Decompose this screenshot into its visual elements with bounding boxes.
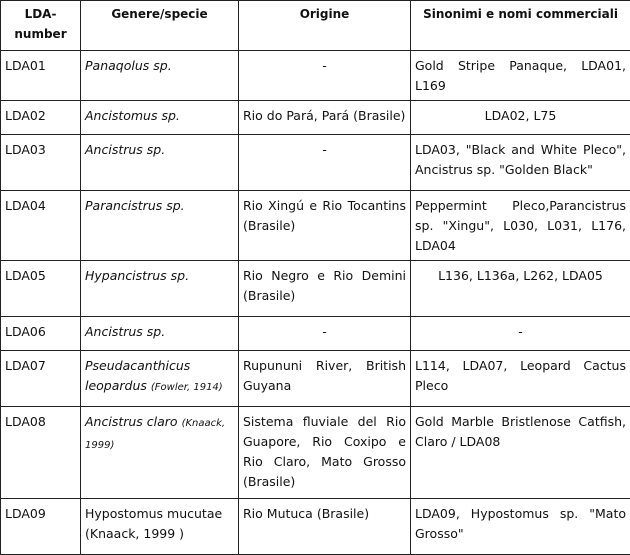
cell-synonyms: Gold Stripe Panaque, LDA01, L169 (411, 51, 630, 101)
species-name: Hypancistrus sp. (85, 268, 189, 283)
table-row (1, 135, 630, 191)
cell-lda: LDA02 (1, 101, 81, 135)
cell-synonyms: L114, LDA07, Leopard Cactus Pleco (411, 351, 630, 407)
cell-synonyms: LDA03, "Black and White Pleco", Ancistrus sp. "Golden Black" (411, 135, 630, 191)
species-name: Ancistrus sp. (85, 324, 165, 339)
cell-species (81, 101, 239, 135)
cell-synonyms: LDA09, Hypostomus sp. "Mato Grosso" (411, 499, 630, 555)
cell-synonyms: Peppermint Pleco,Parancistrus sp. "Xingu", L030, L031, L176, LDA04 (411, 191, 630, 261)
cell-origin: - (239, 317, 411, 351)
header-genere-specie: Genere/specie (81, 1, 239, 51)
cell-origin: Rupununi River, British Guyana (239, 351, 411, 407)
cell-species (81, 407, 239, 499)
cell-species (81, 317, 239, 351)
species-name: Ancistrus claro (85, 414, 178, 429)
cell-species (81, 261, 239, 317)
header-sinonimi: Sinonimi e nomi commerciali (411, 1, 630, 51)
header-lda-line1: LDA- (25, 7, 57, 21)
header-origine: Origine (239, 1, 411, 51)
cell-lda: LDA01 (1, 51, 81, 101)
table-row (1, 191, 630, 261)
species-author: (Fowler, 1914) (151, 382, 223, 393)
species-name: Ancistrus sp. (85, 142, 165, 157)
cell-origin: Rio Mutuca (Brasile) (239, 499, 411, 555)
species-name: Hypostomus mucutae (85, 506, 222, 521)
cell-synonyms: L136, L136a, L262, LDA05 (411, 261, 630, 317)
table-row (1, 101, 630, 135)
header-lda-line2: number (14, 27, 66, 41)
species-name: Parancistrus sp. (85, 198, 185, 213)
cell-origin: Rio do Pará, Pará (Brasile) (239, 101, 411, 135)
cell-origin: - (239, 135, 411, 191)
cell-lda: LDA03 (1, 135, 81, 191)
cell-lda: LDA06 (1, 317, 81, 351)
species-name: Panaqolus sp. (85, 58, 172, 73)
cell-origin: - (239, 51, 411, 101)
cell-lda: LDA07 (1, 351, 81, 407)
cell-origin: Rio Negro e Rio Demini (Brasile) (239, 261, 411, 317)
species-name: Pseudacanthicus leopardus (85, 358, 190, 393)
cell-species (81, 499, 239, 555)
table-row (1, 499, 630, 555)
table-row (1, 51, 630, 101)
cell-species (81, 191, 239, 261)
species-name: Ancistomus sp. (85, 108, 180, 123)
cell-synonyms: - (411, 317, 630, 351)
cell-synonyms: Gold Marble Bristlenose Catfish, Claro / LDA08 (411, 407, 630, 499)
header-row (1, 1, 630, 51)
cell-species (81, 51, 239, 101)
cell-lda: LDA09 (1, 499, 81, 555)
table-row (1, 261, 630, 317)
cell-synonyms: LDA02, L75 (411, 101, 630, 135)
header-lda-number (1, 1, 81, 51)
cell-lda: LDA05 (1, 261, 81, 317)
cell-lda: LDA08 (1, 407, 81, 499)
species-author: (Knaack, 1999) (85, 418, 225, 451)
cell-species (81, 351, 239, 407)
cell-lda: LDA04 (1, 191, 81, 261)
cell-origin: Sistema fluviale del Rio Guapore, Rio Coxipo e Rio Claro, Mato Grosso (Brasile) (239, 407, 411, 499)
species-author: (Knaack, 1999 ) (85, 526, 184, 541)
table-row (1, 351, 630, 407)
cell-species (81, 135, 239, 191)
table-row (1, 407, 630, 499)
table-row (1, 317, 630, 351)
cell-origin: Rio Xingú e Rio Tocantins (Brasile) (239, 191, 411, 261)
